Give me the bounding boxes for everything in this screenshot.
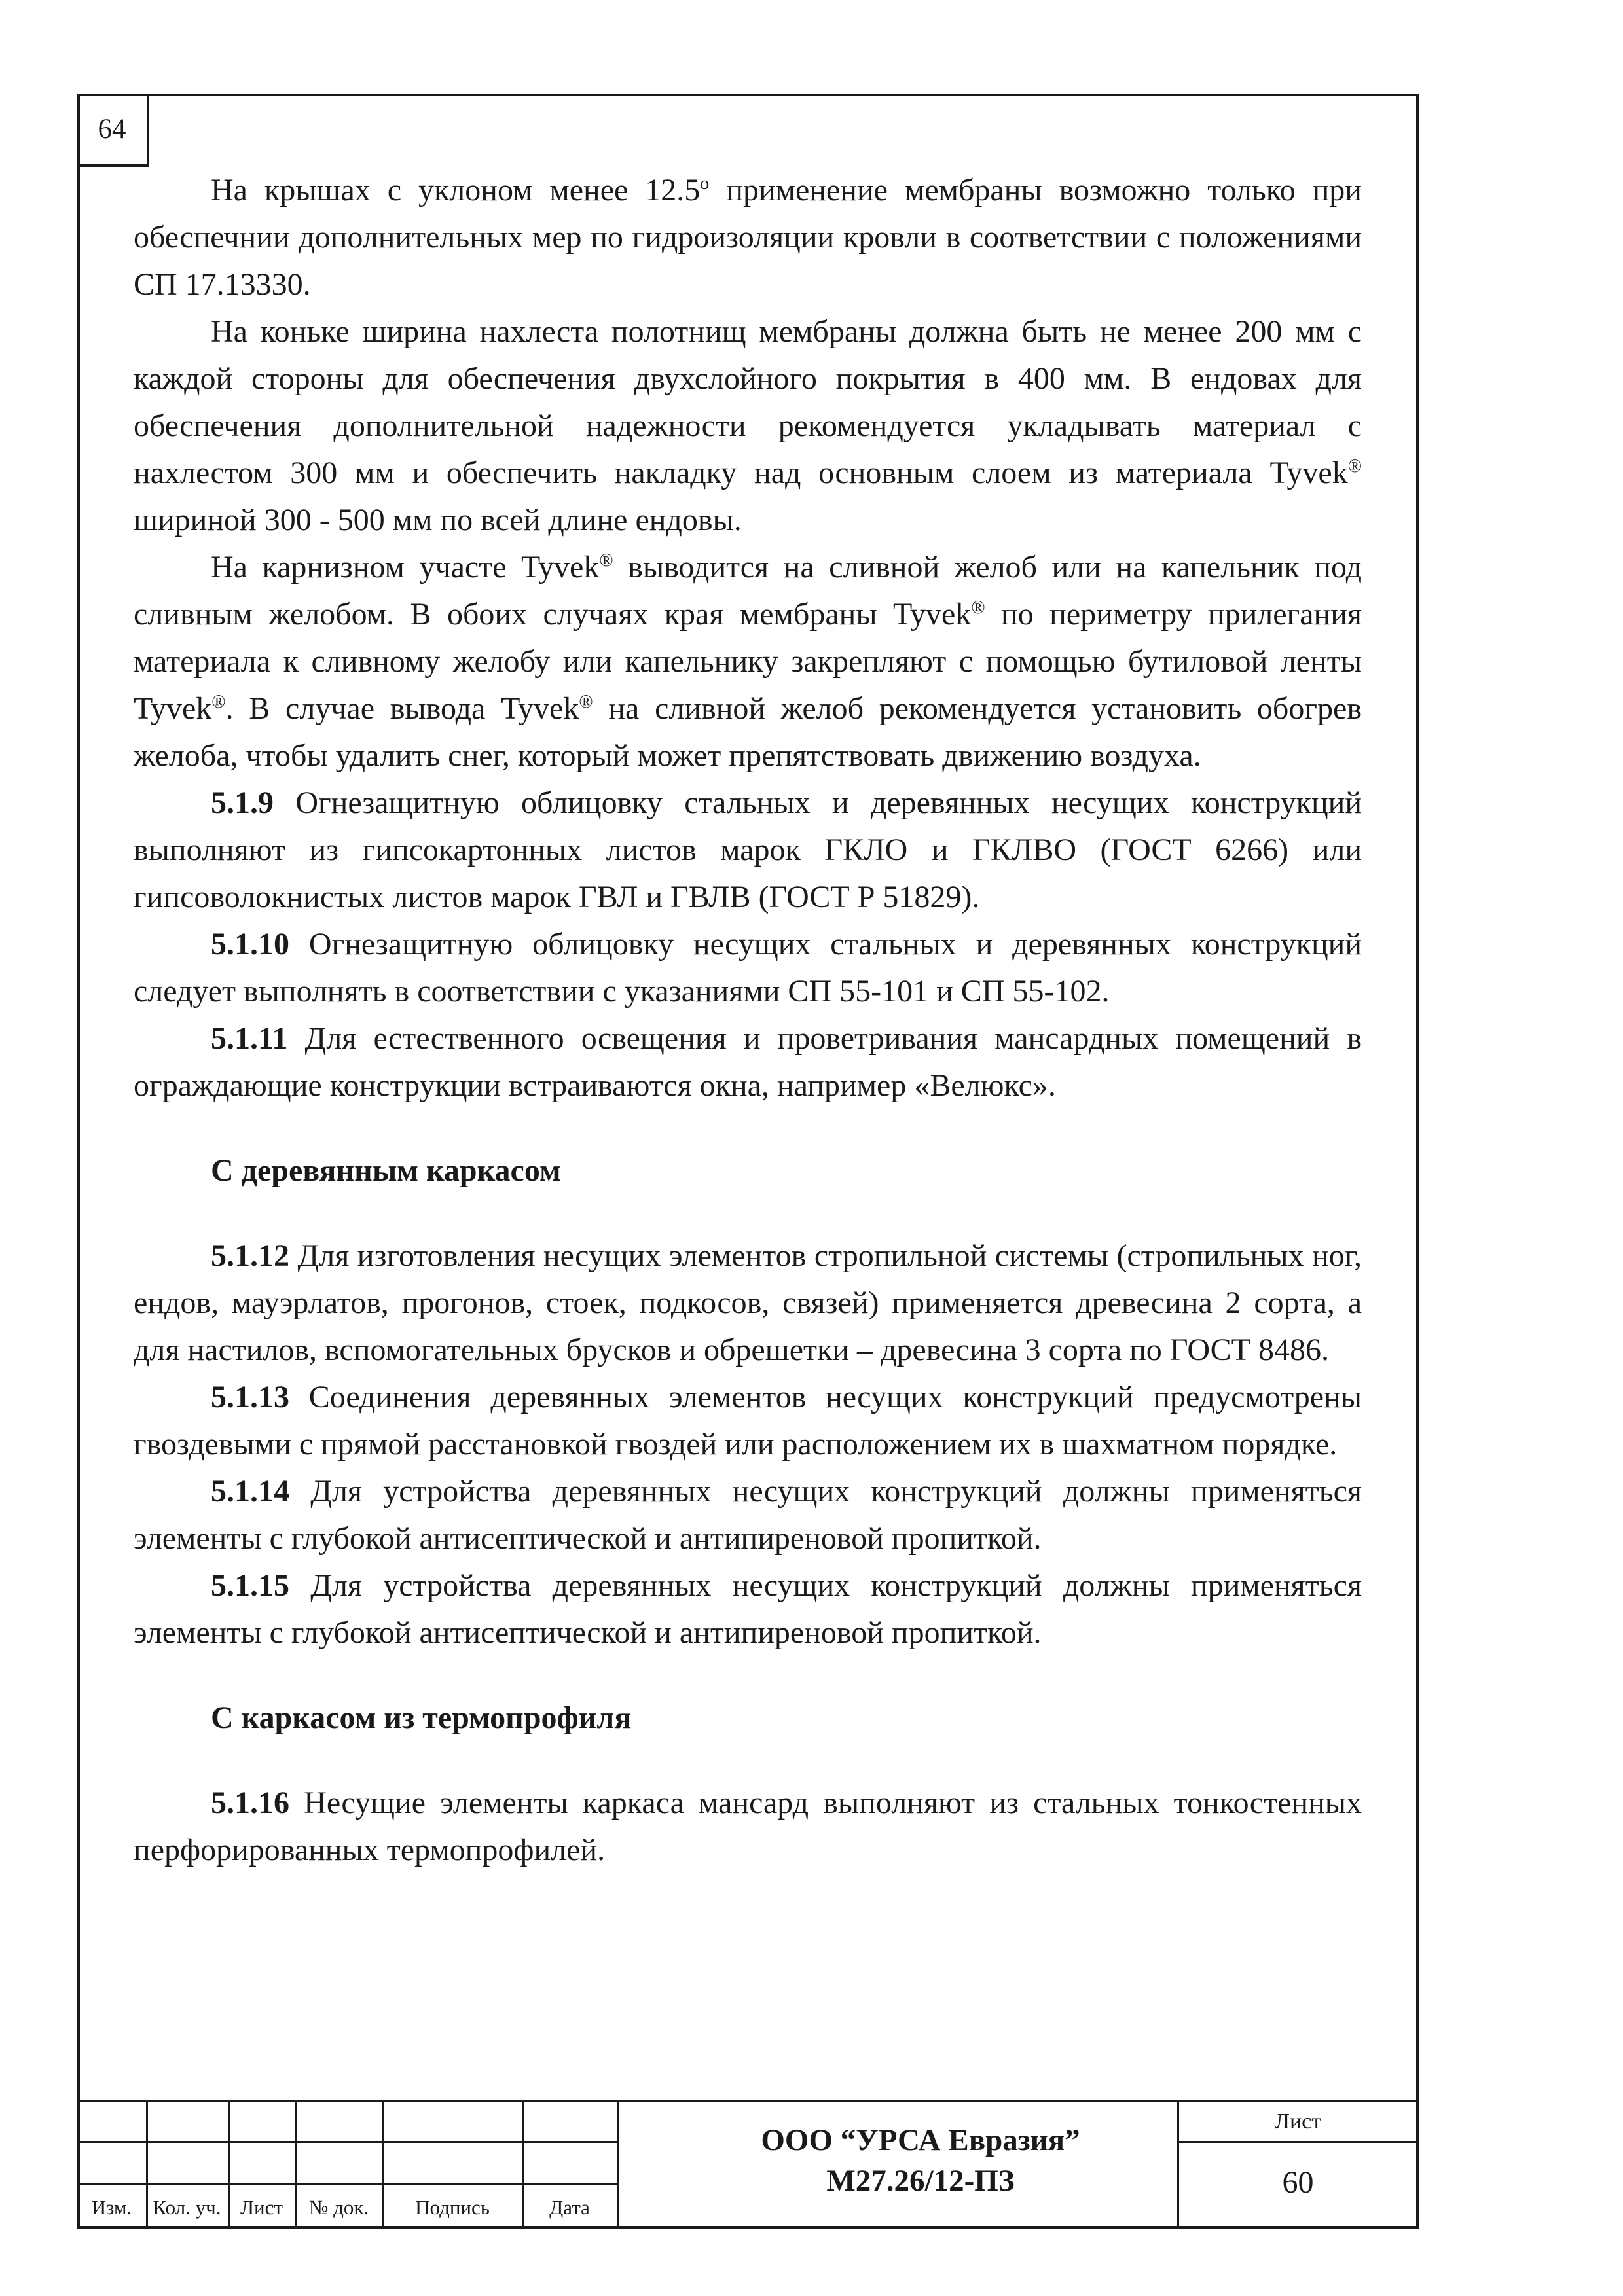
section-heading-wooden-frame: С деревянным каркасом	[211, 1153, 561, 1188]
company-block	[619, 2120, 1222, 2201]
stamp-label-date: Дата	[549, 2196, 590, 2219]
document-code: М27.26/12-ПЗ	[826, 2164, 1015, 2198]
clause-5-1-14: 5.1.14 Для устройства деревянных несущих конструкций должны применяться элементы с глубокой антисептической и антипиреновой пропиткой.	[134, 1474, 1362, 1556]
clause-5-1-13: 5.1.13 Соединения деревянных элементов несущих конструкций предусмотрены гвоздевыми с прямой расстановкой гвоздей или расположением их в шахматном порядке.	[134, 1380, 1362, 1462]
stamp-label-doc-number: № док.	[308, 2196, 369, 2219]
document-body	[134, 167, 1362, 1874]
title-block	[77, 2100, 1419, 2229]
clause-5-1-11: 5.1.11 Для естественного освещения и проветривания мансардных помещений в ограждающие конструкции встраиваются окна, например «Велюкс».	[134, 1021, 1362, 1103]
sheet-label: Лист	[1274, 2109, 1322, 2134]
page-tab-number: 64	[77, 94, 149, 167]
paragraph-roof-slope: На крышах с уклоном менее 12.5$^o$ применение мембраны возможно только при обеспечнии дополнительных мер по гидроизоляции кровли в соответствии с положениями СП 17.13330.	[134, 173, 1362, 302]
sheet-number: 60	[1282, 2165, 1314, 2200]
stamp-label-sheet: Лист	[240, 2196, 283, 2219]
clause-5-1-9: 5.1.9 Огнезащитную облицовку стальных и деревянных несущих конструкций выполняют из гипсокартонных листов марок ГКЛО и ГКЛВО (ГОСТ 6266) или гипсоволокнистых листов марок ГВЛ и ГВЛВ (ГОСТ Р 51829).	[134, 785, 1362, 914]
section-heading-thermoprofile: С каркасом из термопрофиля	[211, 1700, 632, 1735]
paragraph-ridge-overlap: На коньке ширина нахлеста полотнищ мембраны должна быть не менее 200 мм с каждой стороны для обеспечения двухслойного покрытия в 400 мм. В ендовах для обеспечения дополнительной надежности рекомендуется укладывать материал с нахлестом 300 мм и обеспечить накладку над основным слоем из материала Tyvek® шириной 300 - 500 мм по всей длине ендовы.	[134, 314, 1362, 537]
stamp-label-count: Кол. уч.	[153, 2196, 221, 2219]
stamp-label-change: Изм.	[91, 2196, 132, 2219]
stamp-label-signature: Подпись	[415, 2196, 490, 2219]
paragraph-eaves: На карнизном участе Tyvek® выводится на сливной желоб или на капельник под сливным желобом. В обоих случаях края мембраны Tyvek® по периметру прилегания материала к сливному желобу или капельнику закрепляют с помощью бутиловой ленты Tyvek®. В случае вывода Tyvek® на сливной желоб рекомендуется установить обогрев желоба, чтобы удалить снег, который может препятствовать движению воздуха.	[134, 550, 1362, 773]
clause-5-1-16: 5.1.16 Несущие элементы каркаса мансард выполняют из стальных тонкостенных перфорированных термопрофилей.	[134, 1785, 1362, 1867]
clause-5-1-12: 5.1.12 Для изготовления несущих элементов стропильной системы (стропильных ног, ендов, мауэрлатов, прогонов, стоек, подкосов, связей) применяется древесина 2 сорта, а для настилов, вспомогательных брусков и обрешетки – древесина 3 сорта по ГОСТ 8486.	[134, 1238, 1362, 1367]
clause-5-1-10: 5.1.10 Огнезащитную облицовку несущих стальных и деревянных конструкций следует выполнять в соответствии с указаниями СП 55-101 и СП 55-102.	[134, 927, 1362, 1009]
company-name: ООО “УРСА Евразия”	[761, 2123, 1080, 2157]
clause-5-1-15: 5.1.15 Для устройства деревянных несущих конструкций должны применяться элементы с глубокой антисептической и антипиреновой пропиткой.	[134, 1568, 1362, 1650]
